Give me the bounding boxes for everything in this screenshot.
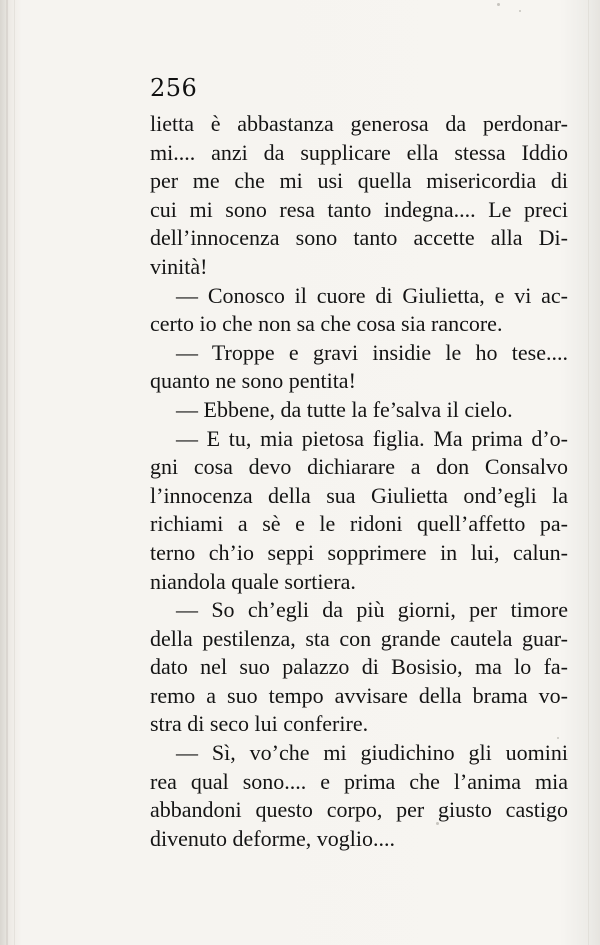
text-line: vinità! [150,253,208,279]
text-line: certo io che non sa che cosa sia rancore. [150,311,503,337]
text-line: della pestilenza, sta con grande cautela guar- [150,625,568,651]
text-line: abbandoni questo corpo, per giusto castigo [150,797,568,823]
text-line: — Troppe e gravi insidie le ho tese.... [176,339,568,365]
paper-speck [497,3,500,6]
text-line: — Ebbene, da tutte la fe’salva il cielo. [176,396,513,422]
page-edge-shadow [588,0,589,945]
text-line: dell’innocenza sono tanto accette alla Di- [150,225,568,251]
text-line: quanto ne sono pentita! [150,368,356,394]
text-line: — Conosco il cuore di Giulietta, e vi ac- [176,282,568,308]
paper-speck [519,10,521,12]
text-line: richiami a sè e le ridoni quell’affetto pa- [150,511,568,537]
binding-shadow [6,0,8,945]
text-line: rea qual sono.... e prima che l’anima mia [150,768,568,794]
text-line: terno ch’io seppi sopprimere in lui, calun- [150,539,568,565]
text-line: gni cosa devo dichiarare a don Consalvo [150,454,568,480]
text-line: — So ch’egli da più giorni, per timore [176,597,568,623]
text-line: — Sì, vo’che mi giudichino gli uomini [176,740,568,766]
binding-shadow [14,0,15,945]
text-line: niandola quale sortiera. [150,568,356,594]
page-number: 256 [150,74,198,102]
text-line: remo a suo tempo avvisare della brama vo- [150,682,568,708]
text-line: dato nel suo palazzo di Bosisio, ma lo fa- [150,654,568,680]
text-line: mi.... anzi da supplicare ella stessa Iddio [150,139,568,165]
text-line: stra di seco lui conferire. [150,711,369,737]
text-line: lietta è abbastanza generosa da perdonar- [150,111,568,136]
text-line: divenuto deforme, voglio.... [150,825,396,851]
text-line: l’innocenza della sua Giulietta ond’egli la [150,482,568,508]
body-text [150,110,568,853]
text-line: per me che mi usi quella misericordia di [150,168,568,194]
text-line: — E tu, mia pietosa figlia. Ma prima d’o- [176,425,568,451]
text-line: cui mi sono resa tanto indegna.... Le preci [150,196,568,222]
